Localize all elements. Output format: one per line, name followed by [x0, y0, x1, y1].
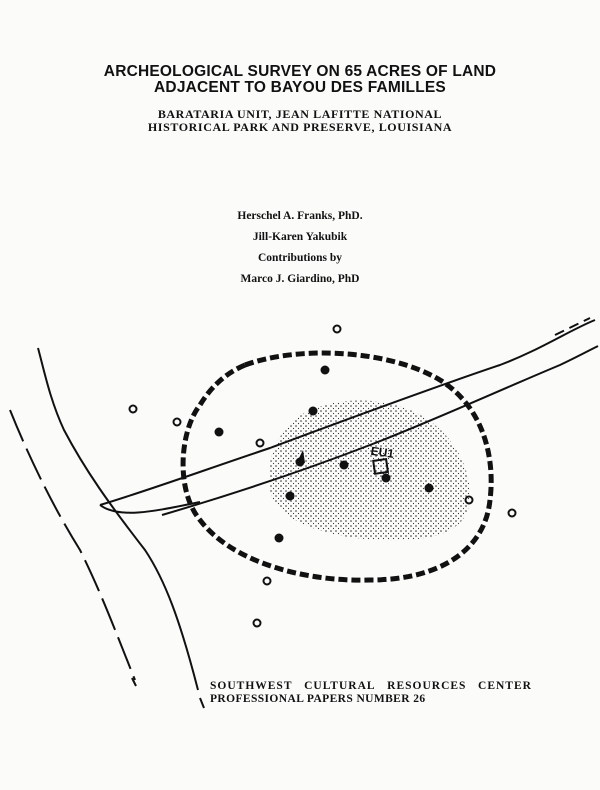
- title-line-2: ADJACENT TO BAYOU DES FAMILLES: [154, 79, 446, 96]
- positive-test-point: [425, 484, 434, 493]
- subtitle-line-2: HISTORICAL PARK AND PRESERVE, LOUISIANA: [147, 120, 453, 134]
- negative-test-point: [264, 578, 271, 585]
- report-subtitle: [0, 108, 600, 134]
- bayou-bank-mark: [200, 698, 204, 708]
- negative-test-point: [254, 620, 261, 627]
- positive-test-point: [309, 407, 318, 416]
- title-line-1: ARCHEOLOGICAL SURVEY ON 65 ACRES OF LAND: [103, 63, 497, 80]
- excavation-unit-label: EU1: [369, 443, 395, 461]
- author-1: Herschel A. Franks, PhD.: [237, 210, 363, 222]
- report-title: [0, 64, 600, 96]
- positive-test-point: [321, 366, 330, 375]
- positive-test-point: [382, 474, 391, 483]
- negative-test-point: [334, 326, 341, 333]
- subtitle-line-1: BARATARIA UNIT, JEAN LAFITTE NATIONAL: [157, 107, 443, 121]
- contributions-label: Contributions by: [257, 252, 343, 264]
- positive-test-point: [215, 428, 224, 437]
- author-2: Jill-Karen Yakubik: [252, 231, 348, 243]
- positive-test-point: [275, 534, 284, 543]
- publisher-word-3: RESOURCES: [387, 680, 467, 692]
- bayou-bank-inner: [10, 410, 135, 680]
- negative-test-point: [174, 419, 181, 426]
- publisher-block: [210, 680, 540, 706]
- publisher-word-4: CENTER: [478, 680, 532, 692]
- publisher-word-1: SOUTHWEST: [210, 680, 293, 692]
- publisher-name: [210, 680, 532, 693]
- publisher-word-2: CULTURAL: [304, 680, 376, 692]
- author-block: [0, 206, 600, 290]
- site-map-illustration: [0, 310, 600, 730]
- negative-test-point: [257, 440, 264, 447]
- road-edge-top-dashed: [555, 318, 590, 335]
- positive-test-point: [286, 492, 295, 501]
- positive-test-point: [340, 461, 349, 470]
- contributor: Marco J. Giardino, PhD: [240, 273, 360, 285]
- series-label: PROFESSIONAL PAPERS NUMBER 26: [210, 693, 426, 705]
- negative-test-point: [509, 510, 516, 517]
- negative-test-point: [130, 406, 137, 413]
